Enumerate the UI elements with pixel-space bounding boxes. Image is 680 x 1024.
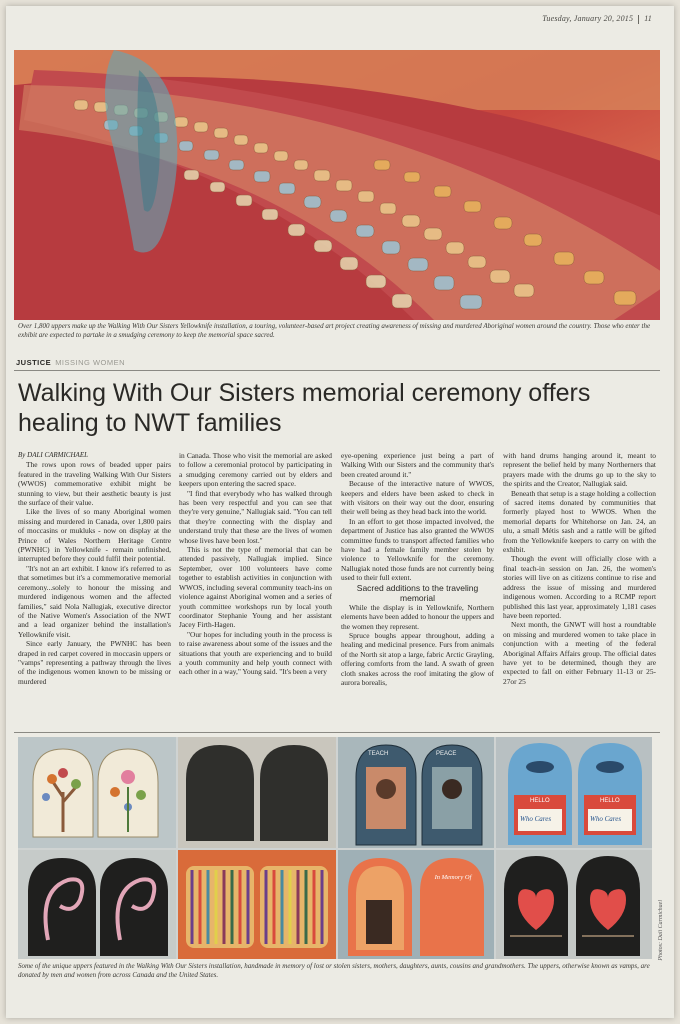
article-column-2 [179, 451, 332, 677]
vamp-tile-swirl [18, 850, 176, 959]
paragraph: Because of the interactive nature of WWOS, keepers and elders have been asked to check in with visitors on their way out the door, ensuring their well being as they head back into the world. [341, 479, 494, 517]
page-folio [542, 14, 652, 24]
paragraph: Beneath that setup is a stage holding a collection of sacred items donated by communities that formerly played host to WWOS. When the memorial departs for Whitehorse on Jan. 24, an ulu, a small Métis sash and a rattle will be gifted from the Yellowknife keepers to carry on with the exhibit. [503, 488, 656, 555]
vamp-label-who-cares-left: Who Cares [520, 815, 552, 823]
paragraph: eye-opening experience just being a part of Walking With our Sisters and the community that's been created around it." [341, 451, 494, 479]
kicker-rule [14, 370, 660, 371]
photo-credit: Photos: Dali Carmichael [658, 900, 664, 961]
article-column-3 [341, 451, 494, 687]
folio-date: Tuesday, January 20, 2015 [542, 14, 634, 23]
paragraph: Though the event will officially close with a final teach-in session on Jan. 26, the women's stories will live on as citizens continue to rise and address the issue of missing and murdered indigenous women. According to a RCMP report published this last year, approximately 1,181 cases have been reported. [503, 554, 656, 620]
vamp-label-who-cares-right: Who Cares [590, 815, 622, 823]
paragraph: "Our hopes for including youth in the process is to raise awareness about some of the issues and the situations that youth are experiencing and to build a youth community and help youth connect with each other in a way," Young said. "It's been a very [179, 629, 332, 677]
vamp-label-teach: TEACH [368, 751, 389, 757]
hero-photo [14, 50, 660, 320]
kicker-section: JUSTICE [16, 358, 52, 367]
paragraph: This is not the type of memorial that can be attended passively, Nallugiak implied. Since September, over 100 volunteers have come together to establish activities in conjunction with WWOS, including several community teach-ins on violence against Aboriginal women and a series of youth committee workshops run by local youth coordinator Stephanie Young and her assistant Jacey Firth-Hagen. [179, 545, 332, 630]
paragraph: Next month, the GNWT will host a roundtable on missing and murdered women to take place in conjunction with a meeting of the federal Aboriginal Affairs Affairs group. The official dates have yet to be determined, though they are expected to fall on either February 11-13 or 25-27or 25 [503, 620, 656, 686]
vamp-tile-in-memory [338, 850, 494, 959]
section-kicker [16, 358, 125, 367]
paragraph: The rows upon rows of beaded upper pairs featured in the traveling Walking With Our Sisters (WWOS) commemorative exhibit might be stunning to view, but their aesthetic beauty is just the surface of their value. [18, 460, 171, 508]
vamp-tile-who-cares [496, 737, 652, 848]
gallery-rule [14, 732, 660, 733]
paragraph: with hand drums hanging around it, meant to represent the belief held by many Northerners that prayers made with the drums go up to the sky to the spirits and the Creator, Nallugiak said. [503, 451, 656, 489]
hero-photo-illustration [14, 50, 660, 320]
vamp-tile-woven-heart [496, 850, 652, 959]
vamp-tile-ribbon [178, 850, 336, 959]
vamp-gallery [18, 737, 652, 959]
paragraph: In an effort to get those impacted involved, the department of Justice has also granted the WWOS committee funds to transport affected families who have had a female family member stolen by violence to Yellowknife for the ceremony. Nallugiak noted those funds are not currently being used to their full extent. [341, 516, 494, 583]
paragraph: While the display is in Yellowknife, Northern elements have been added to honour the uppers and the women they represent. [341, 602, 494, 631]
paragraph: Like the lives of so many Aboriginal women missing and murdered in Canada, over 1,800 pairs of moccasins or mukluks - now on display at the Prince of Wales Northern Heritage Centre (PWNHC) in Yellowknife - remain unfinished, interrupted before they could fulfil their potential. [18, 507, 171, 564]
kicker-topic: MISSING WOMEN [55, 358, 126, 367]
vamp-label-peace: PEACE [436, 751, 457, 757]
vamp-tile-portraits [338, 737, 494, 848]
vamp-label-hello-right: HELLO [600, 798, 620, 804]
hero-caption: Over 1,800 uppers make up the Walking With Our Sisters Yellowknife installation, a touring, volunteer-based art project creating awareness of missing and murdered Aboriginal women around the country. Those who enter the exhibit are expected to partake in a smudging ceremony to keep the memorial space sacred. [18, 322, 651, 339]
paragraph: "It's not an art exhibit. I know it's referred to as that sometimes but it's a commemorative memorial ceremony...solely to honour the missing and murdered indigenous women and the affected families," said Nola Nallugiak, executive director of the Native Women's Association of the NWT and a lead organizer behind the installation's Yellowknife visit. [18, 563, 171, 639]
paragraph: in Canada. Those who visit the memorial are asked to follow a ceremonial protocol by participating in a smudging ceremony carried out by elders and keepers upon entering the sacred space. [179, 451, 332, 489]
article-headline: Walking With Our Sisters memorial ceremony offers healing to NWT families [18, 379, 591, 437]
vamp-tile-black [178, 737, 336, 848]
paragraph: "I find that everybody who has walked through has been very respectful and you can see that they're very genuine," Nallugiak said. "You can tell that they're connecting with the display and understand truly that these are the lives of women whose lives have been lost." [179, 488, 332, 545]
article-column-4 [503, 451, 656, 686]
folio-page-number: 11 [644, 14, 652, 23]
gallery-caption: Some of the unique uppers featured in the Walking With Our Sisters installation, handmade in memory of lost or stolen sisters, mothers, daughters, aunts, cousins and grandmothers. The uppers, otherwise known as vamps, are donated by men and women from across Canada and the United States. [18, 962, 650, 979]
vamp-label-in-memory: In Memory Of [434, 874, 472, 881]
vamp-label-hello-left: HELLO [530, 798, 550, 804]
article-column-1 [18, 451, 171, 686]
article-byline: By DALI CARMICHAEL [18, 451, 88, 459]
article-subhead: Sacred additions to the traveling memorial [356, 582, 479, 603]
paragraph: Since early January, the PWNHC has been draped in red carpet covered in moccasin uppers or "vamps" representing a pathway through the lives of the indigenous women known to be missing or murdered [18, 639, 171, 686]
vamp-tile-floral [18, 737, 176, 848]
paragraph: Spruce boughs appear throughout, adding a healing and medicinal presence. Furs from animals of the North sit atop a large, fabric Arctic Grayling, offering comforts from the land. A swath of green cloth snakes across the roof imitating the glow of aurora borealis, [341, 630, 494, 687]
